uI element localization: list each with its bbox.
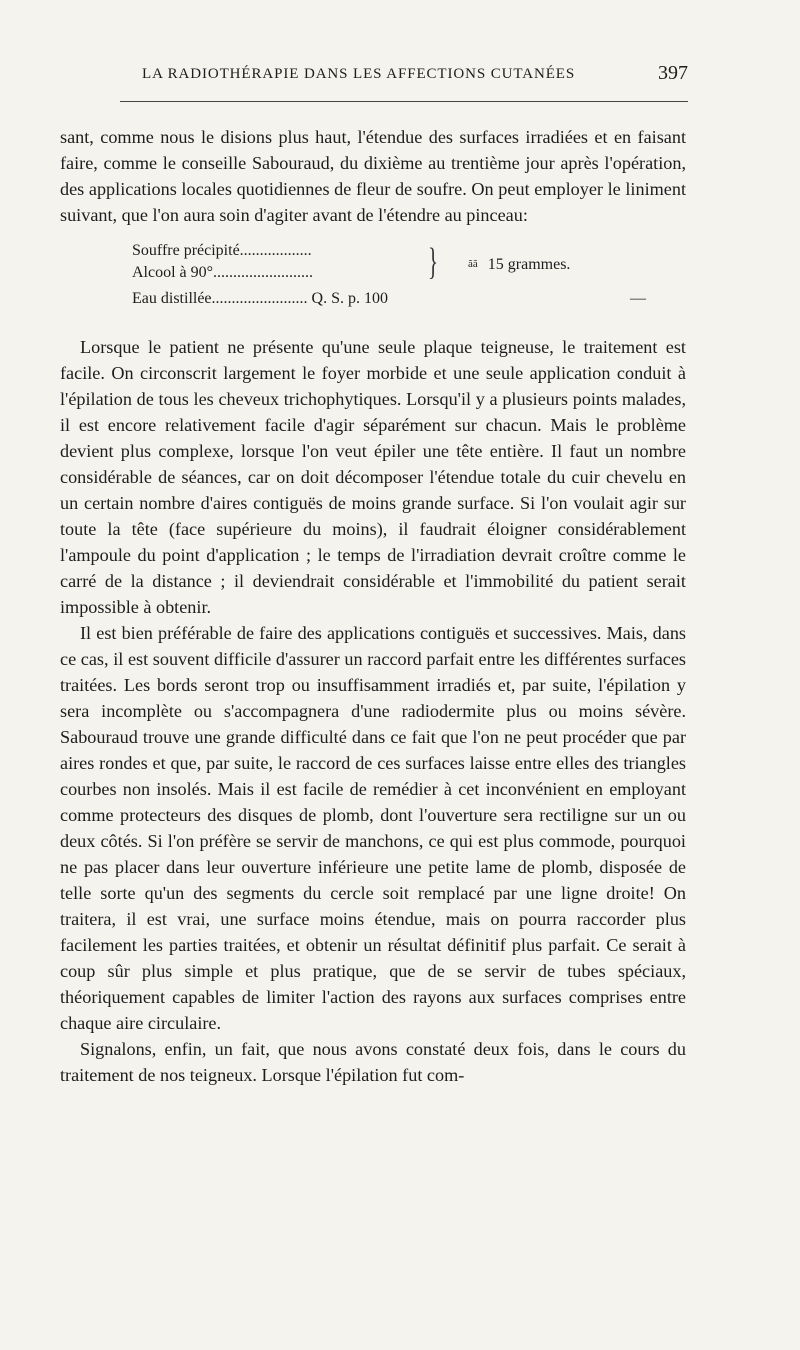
page-number: 397 xyxy=(658,62,688,84)
paragraph-signalons: Signalons, enfin, un fait, que nous avons constaté deux fois, dans le cours du traitement de nos teigneux. Lorsque l'épilation fut com- xyxy=(60,1039,686,1085)
header-rule xyxy=(120,101,688,102)
running-header xyxy=(120,60,688,100)
formula-grams: 15 grammes. xyxy=(487,256,571,273)
formula-brace: } xyxy=(428,241,439,283)
body-text xyxy=(60,124,686,1088)
paragraph-treatment: Lorsque le patient ne présente qu'une seule plaque teigneuse, le traitement est facile. On circonscrit largement le foyer morbide et une seule application conduit à l'épilation de tous les cheveux trichophytiques. Lorsqu'il y a plusieurs points malades, il est encore relativement facile d'agir séparément sur chacun. Mais le problème devient plus complexe, lorsque l'on veut épiler une tête entière. Il faut un nombre considérable de séances, car on doit décomposer l'étendue totale du cuir chevelu en un certain nombre d'aires contiguës de moins grande surface. Si l'on voulait agir sur toute la tête (face supérieure du moins), il faudrait éloigner considérablement l'ampoule du point d'application ; le temps de l'irradiation devrait croître comme le carré de la distance ; il deviendrait considérable et l'immobilité du patient serait impossible à obtenir. xyxy=(60,337,686,617)
formula-quantity xyxy=(468,254,570,277)
paragraph-applications: Il est bien préférable de faire des applications contiguës et successives. Mais, dans ce cas, il est souvent difficile d'assurer un raccord parfait entre les différentes surfaces traitées. Les bords seront trop ou insuffisamment irradiés et, par suite, l'épilation y sera incomplète ou s'accompagnera d'une radiodermite plus ou moins sévère. Sabouraud trouve une grande difficulté dans ce fait que l'on ne peut procéder que par aires rondes et que, par suite, le raccord de ces surfaces laisse entre elles des triangles courbes non insolés. Mais il est facile de remédier à cet inconvénient en employant comme protecteurs des disques de plomb, dont l'ouverture sera rectiligne sur un ou deux côtés. Si l'on préfère se servir de manchons, ce qui est plus commode, pourquoi ne pas placer dans leur ouverture inférieure une petite lame de plomb, disposée de telle sorte qu'un des segments du cercle soit remplacé par une ligne droite! On traitera, il est vrai, une surface moins étendue, mais on pourra raccorder plus facilement les parties traitées, et obtenir un résultat définitif plus parfait. Ce serait à coup sûr plus simple et plus pratique, que de se servir de tubes spéciaux, théoriquement capables de limiter l'action des rayons aux surfaces comprises entre chaque aire circulaire. xyxy=(60,623,686,1033)
formula-line-eau: Eau distillée........................ Q. S. p. 100 xyxy=(132,290,388,307)
formula-line-souffre: Souffre précipité.................. xyxy=(132,242,312,259)
running-title: LA RADIOTHÉRAPIE DANS LES AFFECTIONS CUTANÉES xyxy=(142,66,576,82)
liniment-formula xyxy=(132,236,686,316)
paragraph-continuation: sant, comme nous le disions plus haut, l'étendue des surfaces irradiées et en faisant faire, comme le conseille Sabouraud, du dixième au trentième jour après l'opération, des applications locales quotidiennes de fleur de soufre. On peut employer le liniment suivant, que l'on aura soin d'agiter avant de l'étendre au pinceau: xyxy=(60,127,686,225)
formula-line-alcool: Alcool à 90°......................... xyxy=(132,264,314,281)
formula-aa: ãã xyxy=(468,258,478,270)
formula-dash: — xyxy=(630,290,646,307)
